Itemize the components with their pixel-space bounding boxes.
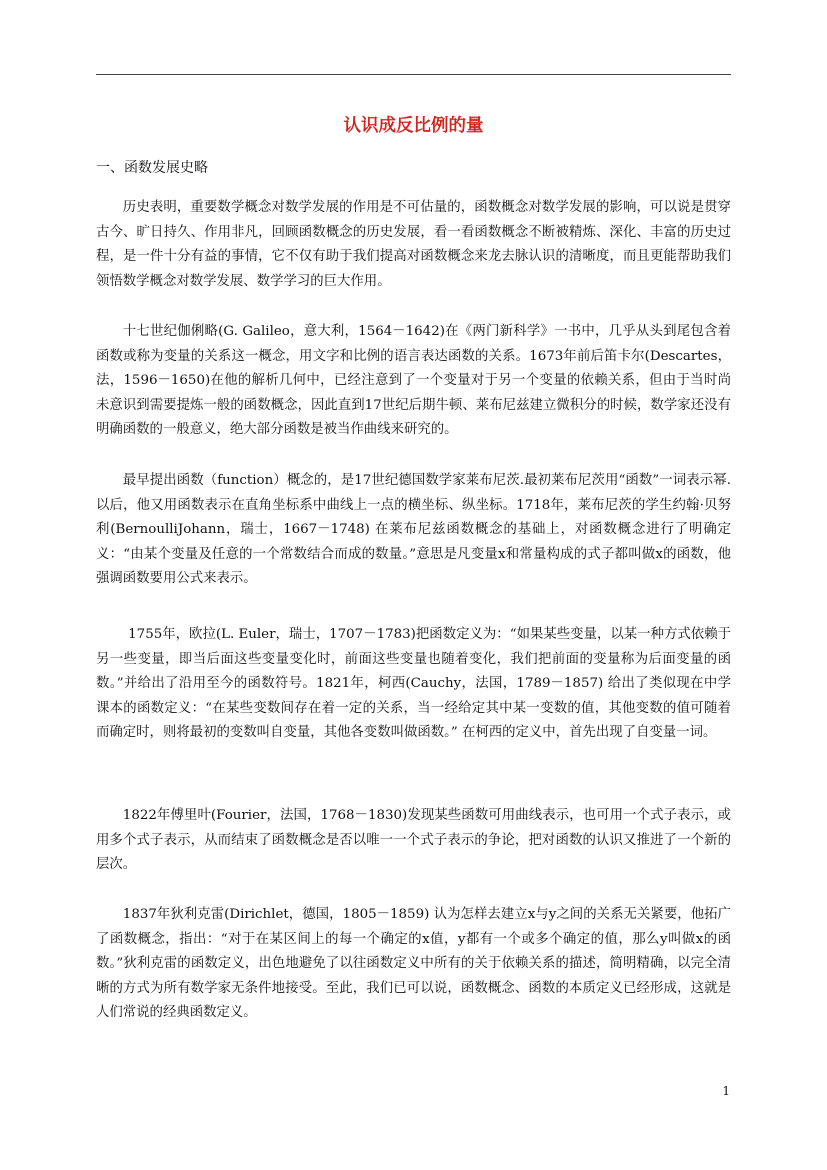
page-title: 认识成反比例的量	[343, 116, 484, 136]
paragraph-euler-cauchy: 1755年，欧拉(L. Euler，瑞士，1707－1783)把函数定义为：“如果某些变量，以某一种方式依赖于另一些变量，即当后面这些变量变化时，前面这些变量也随着变化，我们把前面的变量称为后面变量的函数。”并给出了沿用至今的函数符号。1821年，柯西(Cauchy，法国，1789－1857) 给出了类似现在中学课本的函数定义：“在某些变数间存在着一定的关系，当一经给定其中某一变数的值，其他变数的值可随着而确定时，则将最初的变数叫自变量，其他各变数叫做函数。” 在柯西的定义中，首先出现了自变量一词。	[96, 627, 731, 740]
paragraph-galileo-descartes: 十七世纪伽俐略(G. Galileo，意大利，1564－1642)在《两门新科学》一书中，几乎从头到尾包含着函数或称为变量的关系这一概念，用文字和比例的语言表达函数的关系。1673年前后笛卡尔(Descartes，法，1596－1650)在他的解析几何中，已经注意到了一个变量对于另一个变量的依赖关系，但由于当时尚未意识到需要提炼一般的函数概念，因此直到17世纪后期牛顿、莱布尼兹建立微积分的时候，数学家还没有明确函数的一般意义，绝大部分函数是被当作曲线来研究的。	[96, 324, 731, 437]
page-number: 1	[722, 1084, 730, 1098]
paragraph-dirichlet: 1837年狄利克雷(Dirichlet，德国，1805－1859) 认为怎样去建立x与y之间的关系无关紧要，他拓广了函数概念，指出：“对于在某区间上的每一个确定的x值，y都有一个或多个确定的值，那么y叫做x的函数。”狄利克雷的函数定义，出色地避免了以往函数定义中所有的关于依赖关系的描述，简明精确，以完全清晰的方式为所有数学家无条件地接受。至此，我们已可以说，函数概念、函数的本质定义已经形成，这就是人们常说的经典函数定义。	[96, 907, 731, 1020]
header-rule	[96, 74, 731, 75]
paragraph-history-intro: 历史表明，重要数学概念对数学发展的作用是不可估量的，函数概念对数学发展的影响，可以说是贯穿古今、旷日持久、作用非凡，回顾函数概念的历史发展，看一看函数概念不断被精炼、深化、丰富的历史过程，是一件十分有益的事情，它不仅有助于我们提高对函数概念来龙去脉认识的清晰度，而且更能帮助我们领悟数学概念对数学发展、数学学习的巨大作用。	[96, 200, 731, 289]
paragraph-leibniz-bernoulli: 最早提出函数（function）概念的，是17世纪德国数学家莱布尼茨.最初莱布尼茨用“函数”一词表示幂.以后，他又用函数表示在直角坐标系中曲线上一点的横坐标、纵坐标。1718年，莱布尼茨的学生约翰·贝努利(BernoulliJohann，瑞士，1667－1748) 在莱布尼兹函数概念的基础上，对函数概念进行了明确定义：“由某个变量及任意的一个常数结合而成的数量。”意思是凡变量x和常量构成的式子都叫做x的函数，他强调函数要用公式来表示。	[96, 473, 731, 586]
paragraph-fourier: 1822年傅里叶(Fourier，法国，1768－1830)发现某些函数可用曲线表示，也可用一个式子表示，或用多个式子表示，从而结束了函数概念是否以唯一一个式子表示的争论，把对函数的认识又推进了一个新的层次。	[96, 808, 731, 872]
section-heading: 一、函数发展史略	[96, 160, 208, 176]
